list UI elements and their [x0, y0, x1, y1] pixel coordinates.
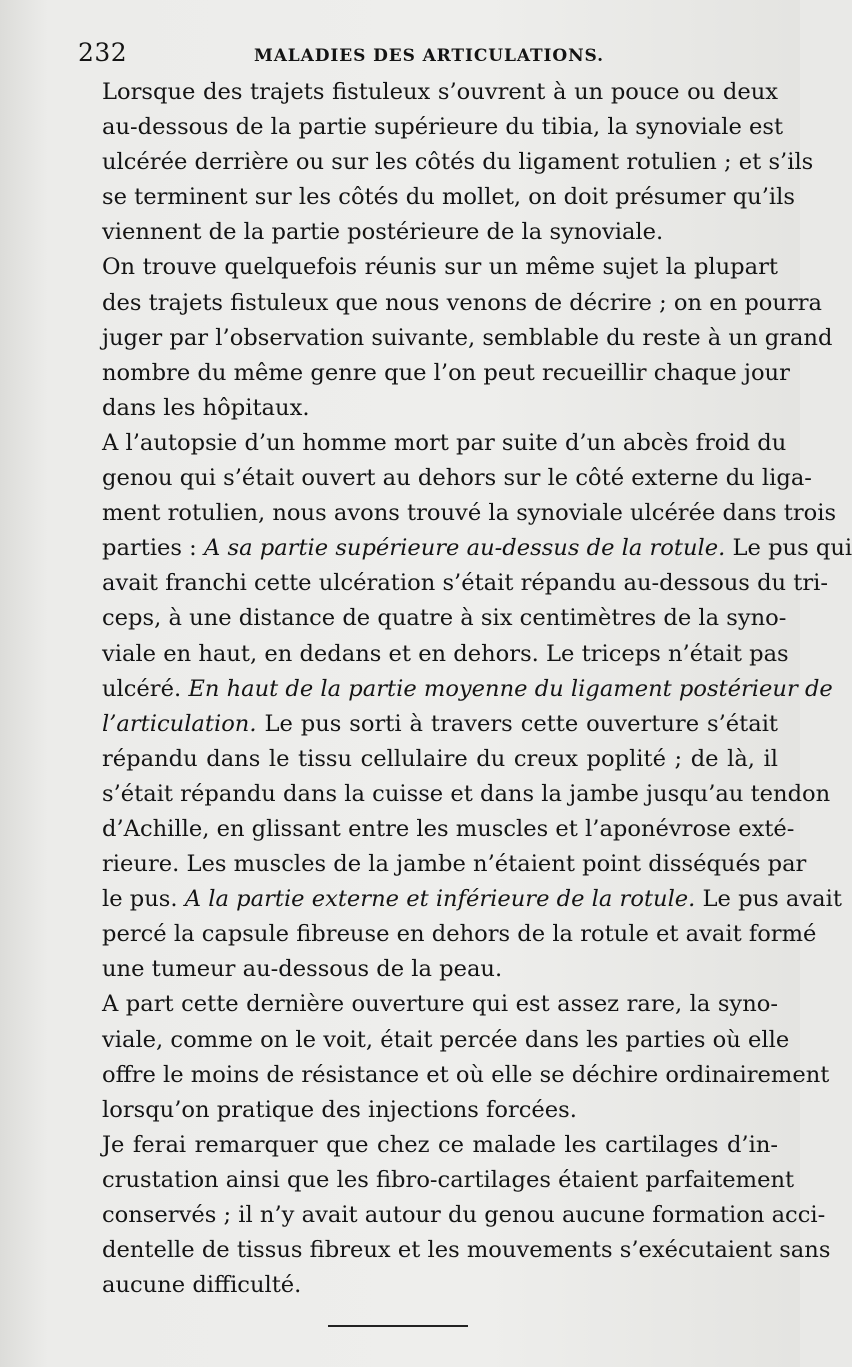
text-run: le pus. — [102, 886, 185, 913]
text-line: ulcérée derrière ou sur les côtés du ligament rotulien ; et s’ils — [102, 149, 814, 176]
text-line: viale, comme on le voit, était percée dans les parties où elle — [102, 1026, 790, 1053]
text-run: Le pus sorti à travers cette ouverture s’était — [256, 710, 778, 737]
italic-heading: A sa partie supérieure au-dessus de la rotule. — [203, 535, 726, 562]
text-line: d’Achille, en glissant entre les muscles et l’aponévrose exté- — [102, 815, 795, 842]
text-line: se terminent sur les côtés du mollet, on doit présumer qu’ils — [102, 184, 795, 211]
text-line — [62, 707, 778, 742]
text-line: ment rotulien, nous avons trouvé la synoviale ulcérée dans trois — [102, 500, 837, 527]
text-line: avait franchi cette ulcération s’était répandu au-dessous du tri- — [102, 570, 829, 597]
italic-heading: l’articulation. — [102, 710, 257, 737]
body-text — [62, 75, 852, 1303]
text-line: On trouve quelquefois réunis sur un même sujet la plupart — [102, 254, 778, 281]
text-line: Je ferai remarquer que chez ce malade les cartilages d’in- — [102, 1131, 778, 1158]
text-line: lorsqu’on pratique des injections forcées. — [102, 1096, 577, 1123]
text-line — [62, 672, 833, 707]
text-line: une tumeur au-dessous de la peau. — [102, 956, 503, 983]
text-line: crustation ainsi que les fibro-cartilages étaient parfaitement — [102, 1166, 795, 1193]
paragraph-5 — [62, 1128, 831, 1303]
text-run: ulcéré. — [102, 675, 189, 702]
text-line: ceps, à une distance de quatre à six centimètres de la syno- — [102, 605, 787, 632]
text-line: au-dessous de la partie supérieure du tibia, la synoviale est — [102, 114, 784, 141]
text-run: Le pus qui — [725, 535, 852, 562]
text-line: répandu dans le tissu cellulaire du creux poplité ; de là, il — [102, 745, 778, 772]
text-line: des trajets fistuleux que nous venons de décrire ; on en pourra — [102, 289, 823, 316]
text-line: genou qui s’était ouvert au dehors sur le côté externe du liga- — [102, 465, 812, 492]
text-line: percé la capsule fibreuse en dehors de la rotule et avait formé — [102, 921, 817, 948]
text-line: A l’autopsie d’un homme mort par suite d’un abcès froid du — [102, 429, 787, 456]
text-run: parties : — [102, 535, 204, 562]
text-line: viennent de la partie postérieure de la synoviale. — [102, 219, 664, 246]
text-line — [62, 882, 842, 917]
paragraph-3 — [62, 426, 852, 988]
text-line: conservés ; il n’y avait autour du genou aucune formation acci- — [102, 1202, 826, 1228]
text-line: offre le moins de résistance et où elle se déchire ordinairement — [102, 1061, 830, 1088]
closing-rule — [328, 1325, 468, 1327]
italic-heading: En haut de la partie moyenne du ligament postérieur de — [188, 675, 833, 702]
italic-heading: A la partie externe et inférieure de la rotule. — [184, 886, 696, 913]
running-title: MALADIES DES ARTICULATIONS. — [254, 46, 604, 66]
paragraph-1 — [62, 75, 814, 250]
paragraph-2 — [62, 250, 833, 425]
page-header — [74, 38, 774, 78]
text-run: Le pus avait — [695, 886, 842, 913]
text-line: viale en haut, en dedans et en dehors. Le triceps n’était pas — [102, 640, 789, 667]
text-line: A part cette dernière ouverture qui est assez rare, la syno- — [102, 991, 778, 1018]
text-line: dans les hôpitaux. — [102, 394, 310, 421]
text-line: juger par l’observation suivante, semblable du reste à un grand — [102, 324, 833, 351]
text-line: rieure. Les muscles de la jambe n’étaient point disséqués par — [102, 851, 807, 878]
text-line: dentelle de tissus fibreux et les mouvements s’exécutaient sans — [102, 1237, 831, 1264]
text-line: Lorsque des trajets fistuleux s’ouvrent à un pouce ou deux — [102, 79, 778, 105]
text-line: nombre du même genre que l’on peut recueillir chaque jour — [102, 359, 790, 386]
text-line: aucune difficulté. — [102, 1272, 302, 1299]
page-number: 232 — [78, 38, 128, 67]
text-line — [62, 531, 852, 566]
paragraph-4 — [62, 987, 830, 1127]
text-line: s’était répandu dans la cuisse et dans la jambe jusqu’au tendon — [102, 780, 831, 807]
